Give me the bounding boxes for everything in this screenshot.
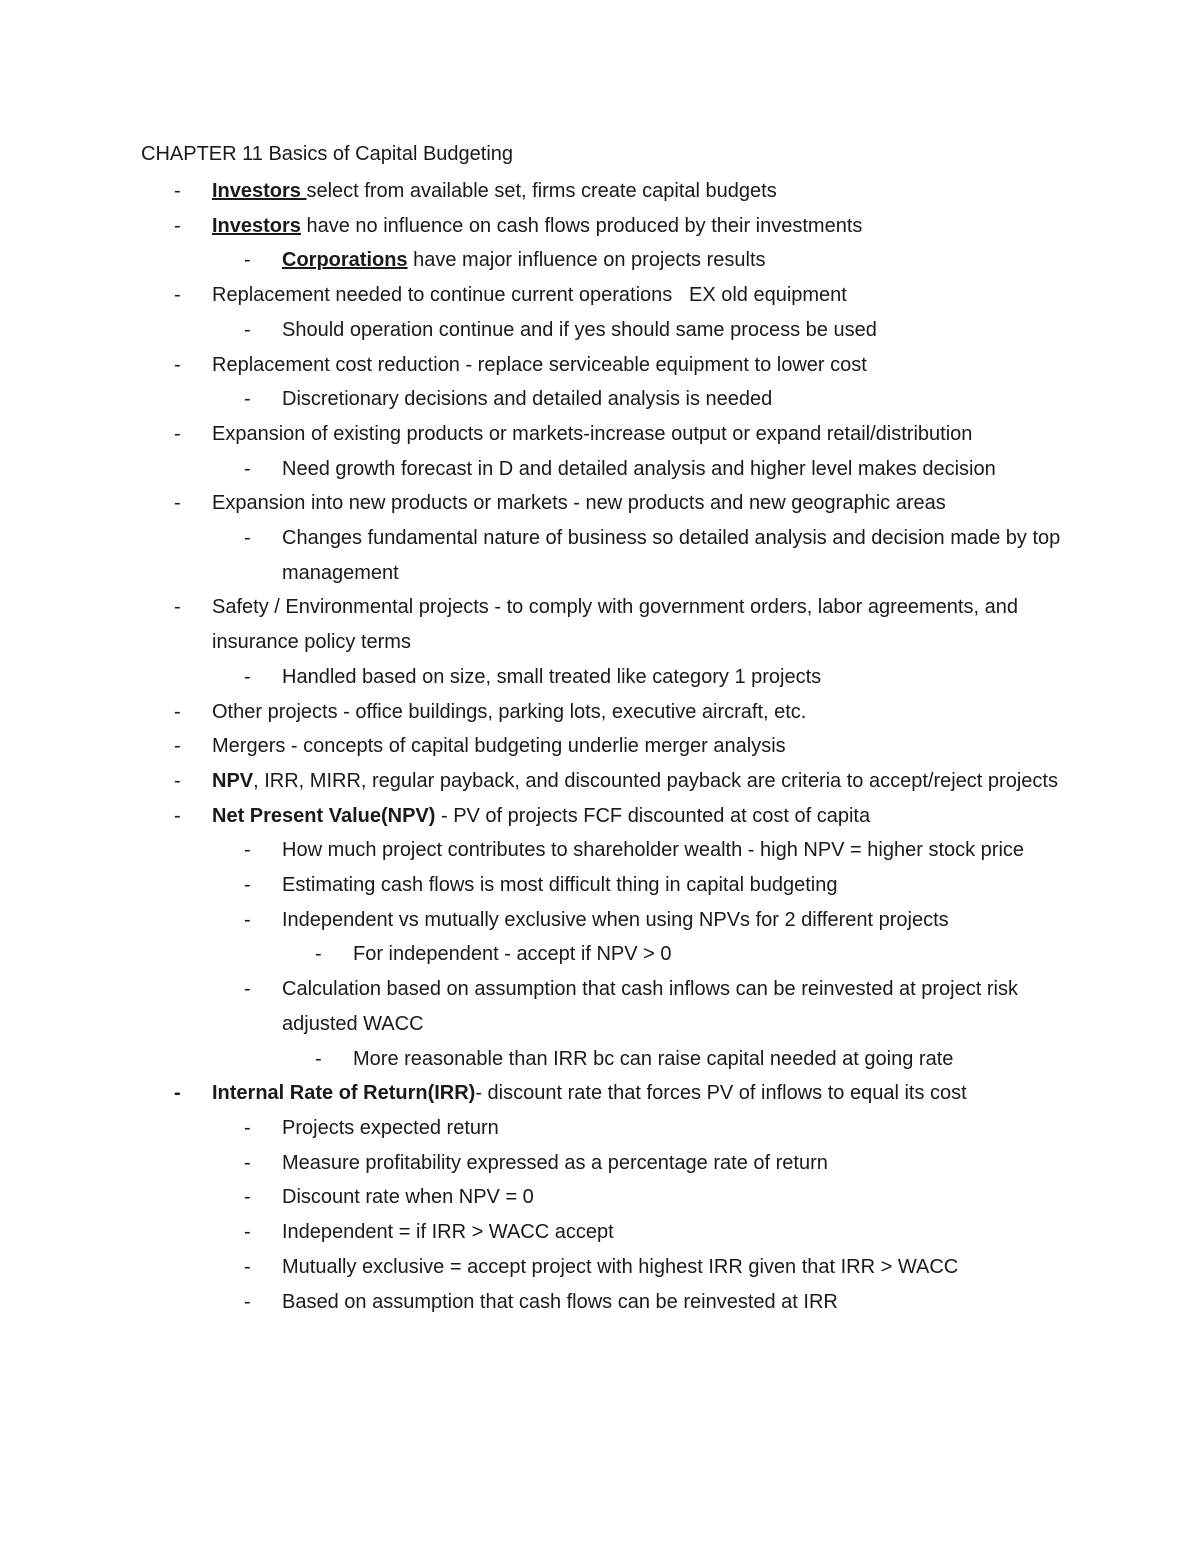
- bullet-dash: -: [244, 1255, 251, 1278]
- item-text: - PV of projects FCF discounted at cost of capita: [435, 804, 871, 827]
- item-text: Expansion into new products or markets - new products and new geographic areas: [212, 492, 946, 515]
- bullet-dash: -: [244, 1116, 251, 1139]
- list-item: [244, 868, 1072, 903]
- bullet-dash: -: [244, 388, 251, 411]
- item-text: Measure profitability expressed as a percentage rate of return: [282, 1151, 828, 1174]
- bullet-dash: -: [174, 769, 181, 792]
- bullet-dash: -: [174, 1082, 181, 1105]
- item-text: Calculation based on assumption that cash inflows can be reinvested at project risk adjusted WACC: [282, 978, 1018, 1035]
- document-title: CHAPTER 11 Basics of Capital Budgeting: [141, 143, 514, 165]
- list-item: [244, 521, 1072, 590]
- list-item: [244, 833, 1072, 868]
- list-item: [174, 764, 1072, 799]
- bullet-dash: -: [174, 492, 181, 515]
- item-text: Replacement needed to continue current operations EX old equipment: [212, 284, 847, 307]
- bullet-dash: -: [244, 908, 251, 931]
- item-text: How much project contributes to shareholder wealth - high NPV = higher stock price: [282, 839, 1025, 862]
- bullet-dash: -: [244, 665, 251, 688]
- bullet-dash: -: [244, 1151, 251, 1174]
- list-item: [174, 799, 1072, 834]
- item-text: Mutually exclusive = accept project with highest IRR given that IRR > WACC: [282, 1255, 959, 1278]
- item-text: Estimating cash flows is most difficult thing in capital budgeting: [282, 874, 838, 897]
- bullet-dash: -: [174, 735, 181, 758]
- list-item: [174, 278, 1072, 313]
- bullet-dash: -: [244, 978, 251, 1001]
- bullet-dash: -: [244, 318, 251, 341]
- list-item: [244, 452, 1072, 487]
- bullet-dash: -: [244, 874, 251, 897]
- item-text: Expansion of existing products or markets-increase output or expand retail/distribution: [212, 422, 973, 445]
- bullet-dash: -: [174, 700, 181, 723]
- item-text: Changes fundamental nature of business so detailed analysis and decision made by top management: [282, 527, 1061, 584]
- bullet-dash: -: [174, 596, 181, 619]
- item-text: Safety / Environmental projects - to comply with government orders, labor agreements, and insurance policy terms: [212, 596, 1018, 654]
- list-item: [244, 660, 1072, 695]
- item-text: have major influence on projects results: [407, 249, 766, 272]
- list-item: [174, 1076, 1072, 1111]
- item-text: have no influence on cash flows produced by their investments: [300, 214, 863, 237]
- list-item: [244, 1111, 1072, 1146]
- list-item: [174, 209, 1072, 244]
- item-text: Projects expected return: [282, 1116, 499, 1139]
- bullet-dash: -: [174, 353, 181, 376]
- list-item: [244, 313, 1072, 348]
- list-item: [174, 348, 1072, 383]
- bullet-dash: -: [244, 249, 251, 272]
- list-item: [244, 1180, 1072, 1215]
- bullet-dash: -: [244, 457, 251, 480]
- list-item: [244, 972, 1072, 1041]
- list-item: [244, 382, 1072, 417]
- item-text: Independent = if IRR > WACC accept: [282, 1221, 614, 1244]
- bullet-dash: -: [174, 804, 181, 827]
- item-text: Mergers - concepts of capital budgeting underlie merger analysis: [212, 735, 786, 758]
- item-text: For independent - accept if NPV > 0: [353, 943, 672, 966]
- outline-list: [0, 174, 1200, 1319]
- list-item: [244, 243, 1072, 278]
- item-text: , IRR, MIRR, regular payback, and discounted payback are criteria to accept/reject projects: [253, 769, 1058, 792]
- bullet-dash: -: [315, 1047, 322, 1070]
- item-text: Based on assumption that cash flows can be reinvested at IRR: [282, 1290, 838, 1313]
- item-text: Should operation continue and if yes should same process be used: [282, 318, 877, 341]
- list-item: [174, 729, 1072, 764]
- bullet-dash: -: [174, 422, 181, 445]
- item-text: - discount rate that forces PV of inflows to equal its cost: [475, 1082, 967, 1105]
- item-text: Replacement cost reduction - replace serviceable equipment to lower cost: [212, 353, 867, 376]
- list-item: [174, 486, 1072, 521]
- item-text: Need growth forecast in D and detailed analysis and higher level makes decision: [282, 457, 996, 480]
- list-item: [174, 590, 1072, 659]
- item-text: Discretionary decisions and detailed analysis is needed: [282, 388, 773, 411]
- item-text: Other projects - office buildings, parking lots, executive aircraft, etc.: [212, 700, 807, 723]
- bullet-dash: -: [174, 180, 181, 202]
- list-item: [244, 903, 1072, 938]
- bullet-dash: -: [244, 1221, 251, 1244]
- list-item: [315, 1042, 1073, 1077]
- list-item: [174, 417, 1072, 452]
- item-emphasis: Net Present Value(NPV): [212, 804, 436, 827]
- list-item: [244, 1250, 1072, 1285]
- list-item: [244, 1146, 1072, 1181]
- item-text: Discount rate when NPV = 0: [282, 1186, 534, 1209]
- bullet-dash: -: [244, 1290, 251, 1313]
- list-item: [174, 174, 1072, 209]
- item-emphasis: Investors: [212, 180, 307, 202]
- bullet-dash: -: [244, 839, 251, 862]
- item-emphasis: NPV: [212, 769, 254, 792]
- item-text: More reasonable than IRR bc can raise capital needed at going rate: [353, 1047, 954, 1070]
- bullet-dash: -: [244, 527, 251, 550]
- bullet-dash: -: [174, 284, 181, 307]
- item-emphasis: Internal Rate of Return(IRR): [212, 1082, 476, 1105]
- item-emphasis: Corporations: [282, 249, 408, 272]
- item-text: Independent vs mutually exclusive when using NPVs for 2 different projects: [282, 908, 949, 931]
- list-item: [315, 937, 1073, 972]
- list-item: [244, 1285, 1072, 1320]
- list-item: [174, 695, 1072, 730]
- item-text: select from available set, firms create capital budgets: [306, 180, 777, 202]
- bullet-dash: -: [174, 214, 181, 237]
- list-item: [244, 1215, 1072, 1250]
- bullet-dash: -: [315, 943, 322, 966]
- item-emphasis: Investors: [212, 214, 301, 237]
- item-text: Handled based on size, small treated like category 1 projects: [282, 665, 822, 688]
- bullet-dash: -: [244, 1186, 251, 1209]
